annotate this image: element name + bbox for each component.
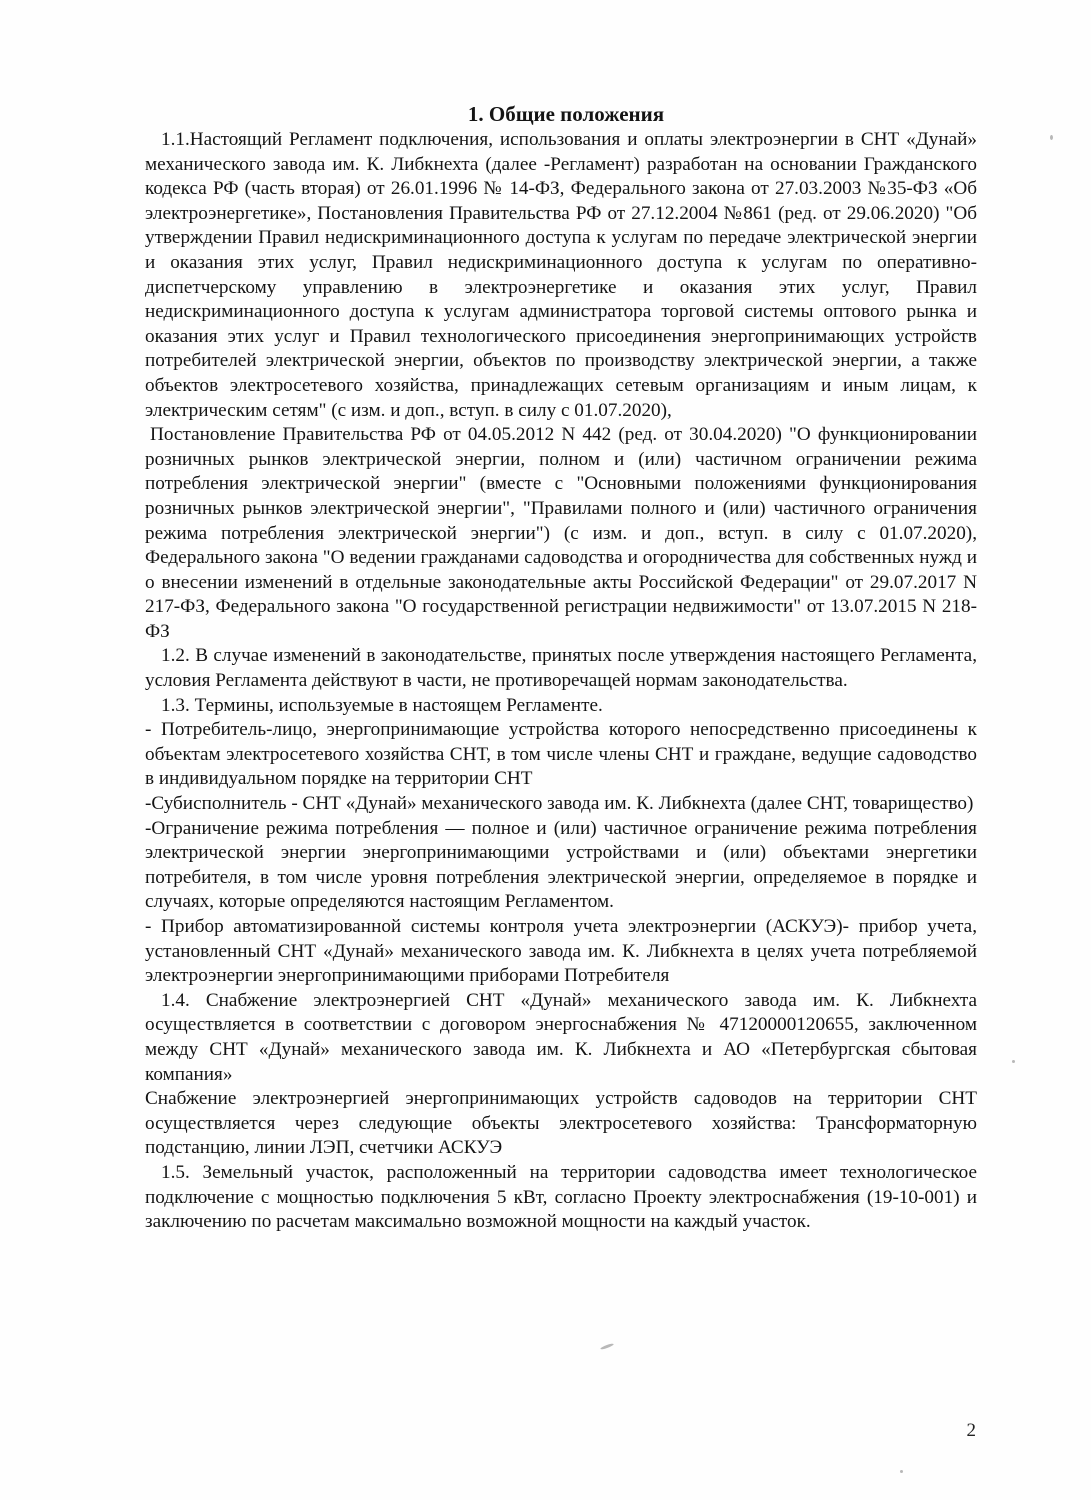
scan-speck — [600, 1343, 614, 1351]
paragraph-1-1: 1.1.Настоящий Регламент подключения, использования и оплаты электроэнергии в СНТ «Дунай» механического завода им. К. Либкнехта (далее -Регламент) разработан на основании Гражданского кодекса РФ (часть вторая) от 26.01.1996 № 14-ФЗ, Федерального закона от 27.03.2003 №35-ФЗ «Об электроэнергетике», Постановления Правительства РФ от 27.12.2004 №861 (ред. от 29.06.2020) "Об утверждении Правил недискриминационного доступа к услугам по передаче электрической энергии и оказания этих услуг, Правил недискриминационного доступа к услугам по оперативно-диспетчерскому управлению в электроэнергетике и оказания этих услуг, Правил недискриминационного доступа к услугам администратора торговой системы оптового рынка и оказания этих услуг и Правил технологического присоединения энергопринимающих устройств потребителей электрической энергии, объектов по производству электрической энергии, а также объектов электросетевого хозяйства, принадлежащих сетевым организациям и иным лицам, к электрическим сетям" (с изм. и доп., вступ. в силу с 01.07.2020), — [145, 129, 977, 421]
document-body — [145, 100, 977, 1235]
paragraph-1-2: 1.2. В случае изменений в законодательстве, принятых после утверждения настоящего Регламента, условия Регламента действуют в части, не противоречащей нормам законодательства. — [145, 645, 977, 692]
paragraph-1-4: 1.4. Снабжение электроэнергией СНТ «Дунай» механического завода им. К. Либкнехта осуществляется в соответствии с договором энергоснабжения № 47120000120655, заключенном между СНТ «Дунай» механического завода им. К. Либкнехта и АО «Петербургская сбытовая компания» — [145, 989, 977, 1085]
term-restriction: -Ограничение режима потребления — полное и (или) частичное ограничение режима потребления электрической энергии энергопринимающими устройствами и (или) объектами энергетики потребителя, в том числе уровня потребления электрической энергии, определяемое в порядке и случаях, которые определяются настоящим Регламентом. — [145, 817, 977, 913]
paragraph-1-5: 1.5. Земельный участок, расположенный на территории садоводства имеет технологическое подключение с мощностью подключения 5 кВт, согласно Проекту электроснабжения (19-10-001) и заключению по расчетам максимально возможной мощности на каждый участок. — [145, 1161, 977, 1233]
paragraph-decree-442: Постановление Правительства РФ от 04.05.2012 N 442 (ред. от 30.04.2020) "О функционировании розничных рынков электрической энергии, полном и (или) частичном ограничении режима потребления электрической энергии" (вместе с "Основными положениями функционирования розничных рынков электрической энергии", "Правилами полного и (или) частичного ограничения режима потребления электрической энергии") (с изм. и доп., вступ. в силу с 01.07.2020), Федерального закона "О ведении гражданами садоводства и огородничества для собственных нужд и о внесении изменений в отдельные законодательные акты Российской Федерации" от 29.07.2017 N 217-ФЗ, Федерального закона "О государственной регистрации недвижимости" от 13.07.2015 N 218-ФЗ — [145, 424, 977, 642]
scan-speck — [1050, 135, 1053, 140]
section-heading: 1. Общие положения — [467, 102, 665, 126]
paragraph-supply-objects: Снабжение электроэнергией энергопринимающих устройств садоводов на территории СНТ осуществляется через следующие объекты электросетевого хозяйства: Трансформаторную подстанцию, линии ЛЭП, счетчики АСКУЭ — [145, 1088, 977, 1159]
paragraph-1-3: 1.3. Термины, используемые в настоящем Регламенте. — [161, 694, 603, 716]
term-consumer: - Потребитель-лицо, энергопринимающие устройства которого непосредственно присоединены к объектам электросетевого хозяйства СНТ, в том числе члены СНТ и граждане, ведущие садоводство в индивидуальном порядке на территории СНТ — [145, 719, 977, 790]
scan-speck — [900, 1470, 903, 1473]
page-number: 2 — [966, 1420, 976, 1441]
scan-speck — [1012, 1060, 1015, 1063]
term-askue-device: - Прибор автоматизированной системы контроля учета электроэнергии (АСКУЭ)- прибор учета, установленный СНТ «Дунай» механического завода им. К. Либкнехта в целях учета потребляемой электроэнергии энергопринимающими приборами Потребителя — [145, 916, 977, 987]
term-subcontractor: -Субисполнитель - СНТ «Дунай» механического завода им. К. Либкнехта (далее СНТ, товарищество) — [145, 793, 974, 815]
